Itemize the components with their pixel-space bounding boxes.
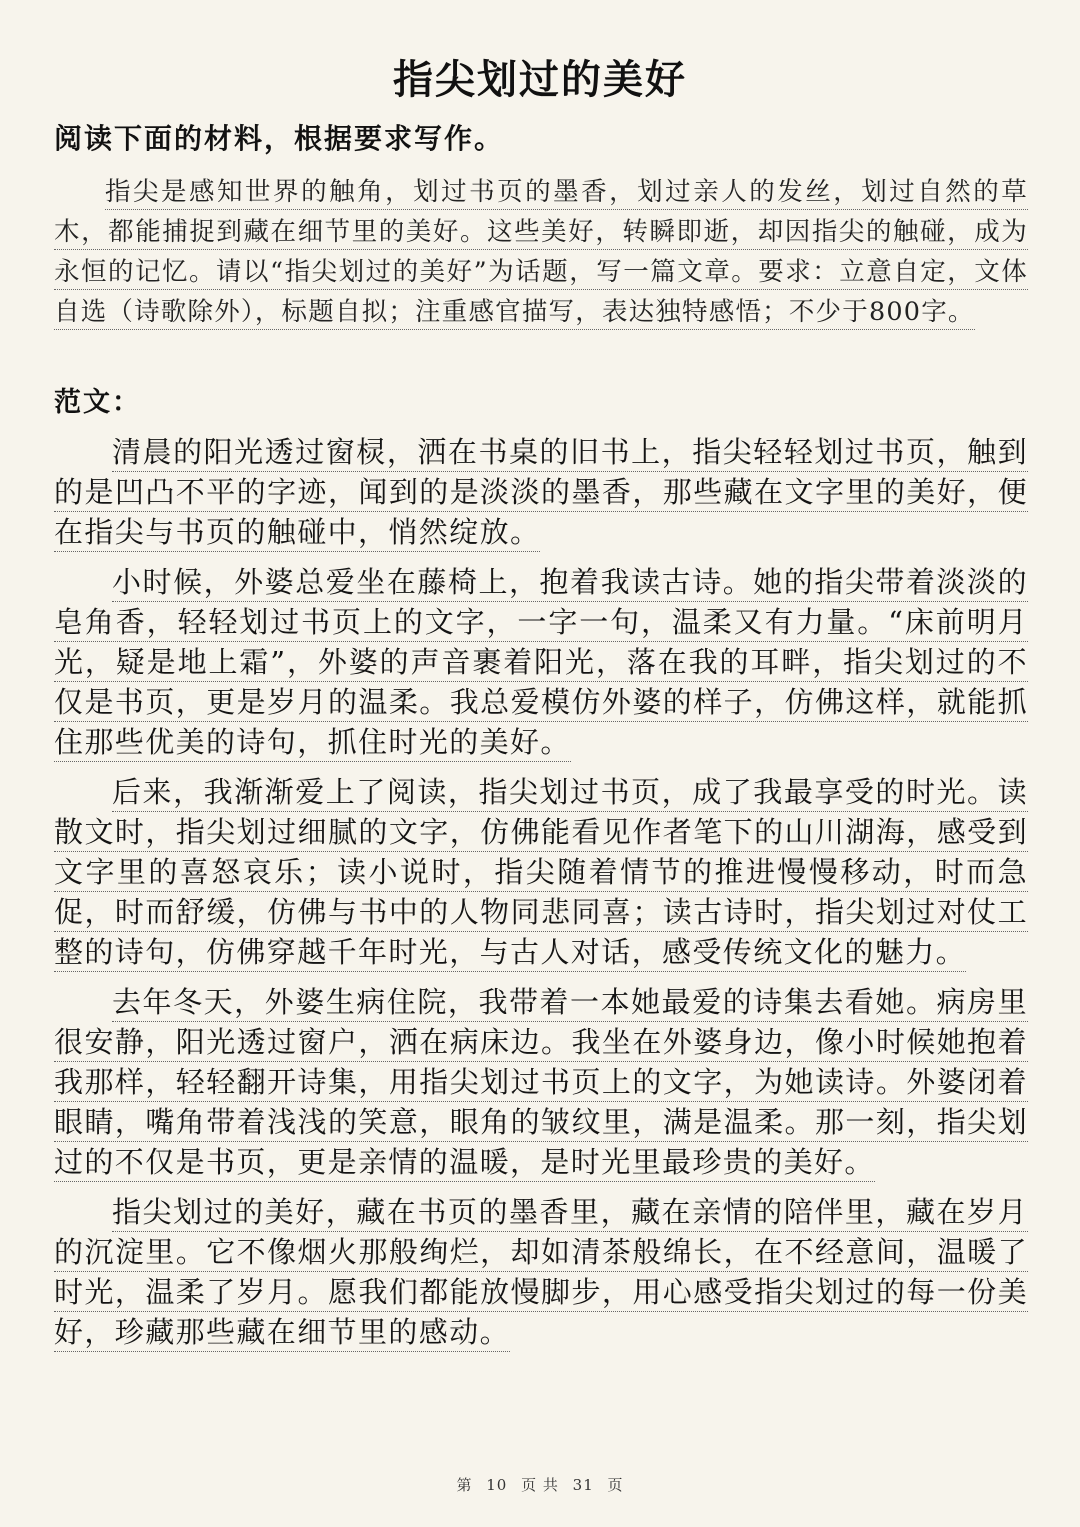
essay-paragraph-text: 小时候，外婆总爱坐在藤椅上，抱着我读古诗。她的指尖带着淡淡的皂角香，轻轻划过书页上的文字，一字一句，温柔又有力量。“床前明月光，疑是地上霜”，外婆的声音裹着阳光，落在我的耳畔，指尖划过的不仅是书页，更是岁月的温柔。我总爱模仿外婆的样子，仿佛这样，就能抓住那些优美的诗句，抓住时光的美好。 <box>54 565 1028 762</box>
essay-paragraph-text: 去年冬天，外婆生病住院，我带着一本她最爱的诗集去看她。病房里很安静，阳光透过窗户，洒在病床边。我坐在外婆身边，像小时候她抱着我那样，轻轻翻开诗集，用指尖划过书页上的文字，为她读诗。外婆闭着眼睛，嘴角带着浅浅的笑意，眼角的皱纹里，满是温柔。那一刻，指尖划过的不仅是书页，更是亲情的温暖，是时光里最珍贵的美好。 <box>54 985 1028 1182</box>
footer-suffix: 页 <box>607 1476 624 1494</box>
essay-paragraph-text: 清晨的阳光透过窗棂，洒在书桌的旧书上，指尖轻轻划过书页，触到的是凹凸不平的字迹，闻到的是淡淡的墨香，那些藏在文字里的美好，便在指尖与书页的触碰中，悄然绽放。 <box>54 435 1028 552</box>
essay-paragraph <box>54 1192 1028 1352</box>
total-page-count: 31 <box>572 1476 594 1494</box>
sample-essay <box>54 432 1028 1362</box>
page-title: 指尖划过的美好 <box>393 57 687 103</box>
essay-paragraph <box>54 562 1028 762</box>
essay-paragraph <box>54 772 1028 972</box>
writing-prompt <box>54 172 1028 332</box>
footer-middle: 页 共 <box>521 1476 559 1494</box>
writing-prompt-text: 指尖是感知世界的触角，划过书页的墨香，划过亲人的发丝，划过自然的草木，都能捕捉到藏在细节里的美好。这些美好，转瞬即逝，却因指尖的触碰，成为永恒的记忆。请以“指尖划过的美好”为话题，写一篇文章。要求：立意自定，文体自选（诗歌除外），标题自拟；注重感官描写，表达独特感悟；不少于800字。 <box>54 177 1028 330</box>
writing-instruction: 阅读下面的材料，根据要求写作。 <box>54 122 505 155</box>
current-page-number: 10 <box>486 1476 508 1494</box>
sample-essay-label: 范文： <box>54 387 141 418</box>
essay-paragraph-text: 后来，我渐渐爱上了阅读，指尖划过书页，成了我最享受的时光。读散文时，指尖划过细腻的文字，仿佛能看见作者笔下的山川湖海，感受到文字里的喜怒哀乐；读小说时，指尖随着情节的推进慢慢移动，时而急促，时而舒缓，仿佛与书中的人物同悲同喜；读古诗时，指尖划过对仗工整的诗句，仿佛穿越千年时光，与古人对话，感受传统文化的魅力。 <box>54 775 1028 972</box>
footer-prefix: 第 <box>456 1476 473 1494</box>
essay-paragraph <box>54 432 1028 552</box>
page-number-footer <box>0 1474 1080 1495</box>
essay-paragraph <box>54 982 1028 1182</box>
essay-paragraph-text: 指尖划过的美好，藏在书页的墨香里，藏在亲情的陪伴里，藏在岁月的沉淀里。它不像烟火那般绚烂，却如清茶般绵长，在不经意间，温暖了时光，温柔了岁月。愿我们都能放慢脚步，用心感受指尖划过的每一份美好，珍藏那些藏在细节里的感动。 <box>54 1195 1028 1352</box>
